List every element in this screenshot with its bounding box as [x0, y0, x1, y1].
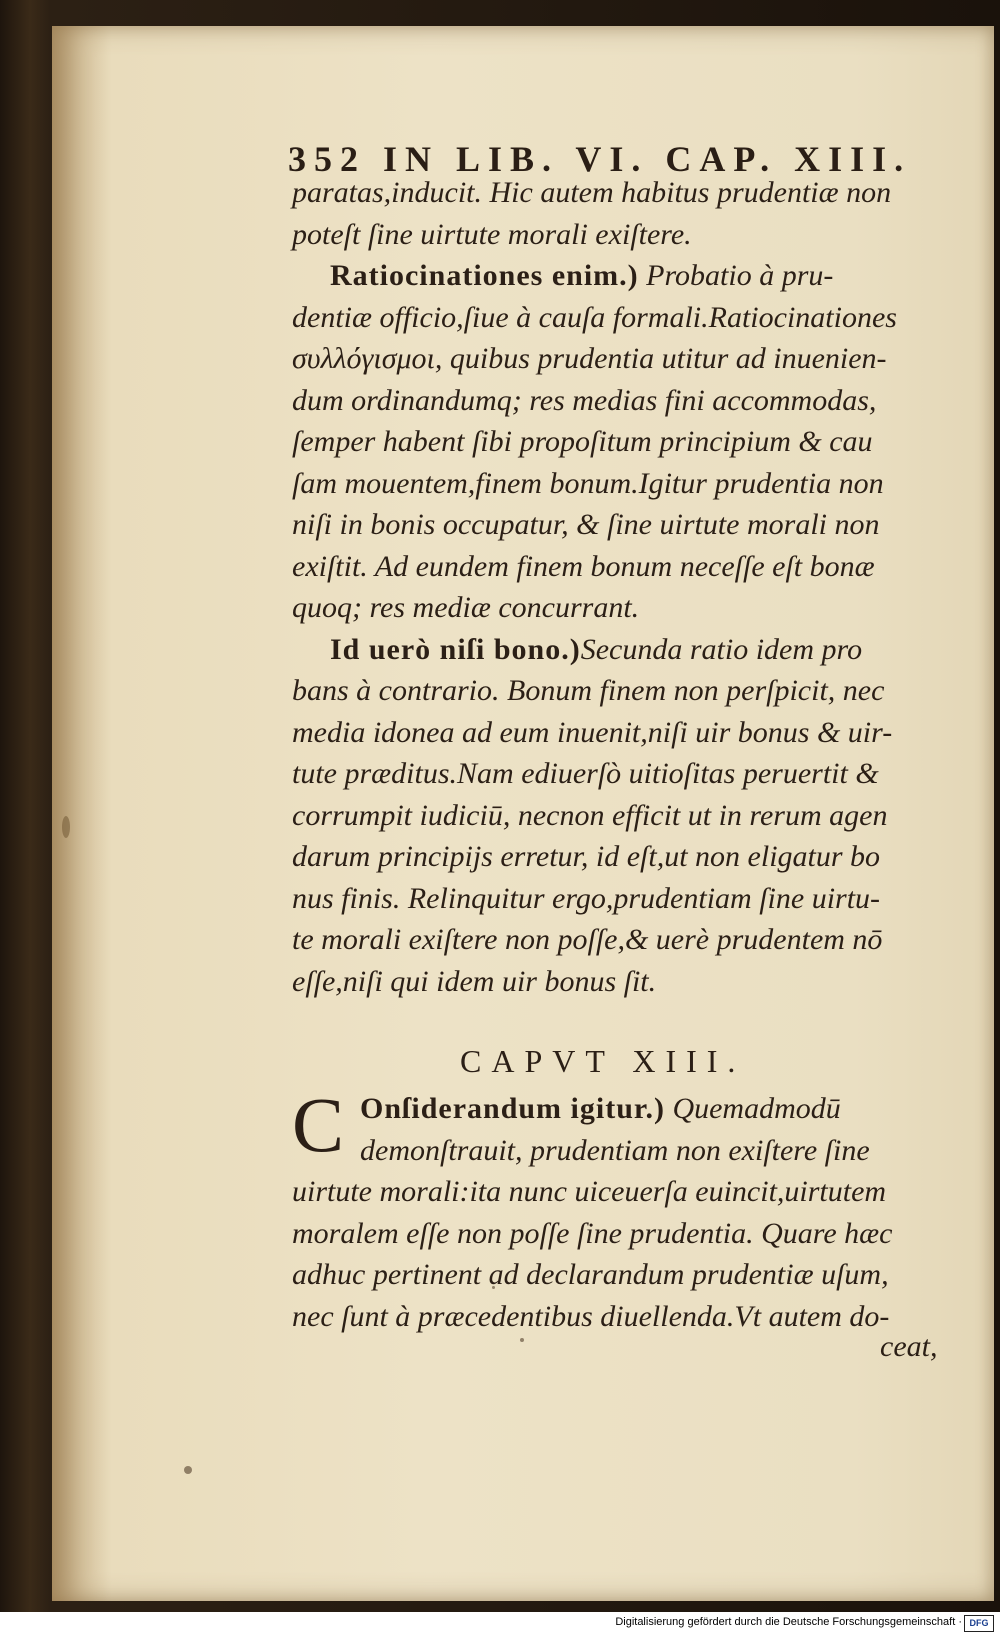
- text-line: [292, 421, 952, 463]
- lemma: Ratiocinationes enim.): [330, 259, 639, 292]
- catchword: ceat,: [880, 1330, 938, 1363]
- line-text: eſſe,niſi qui idem uir bonus ſit.: [292, 964, 657, 998]
- text-line: [292, 338, 952, 380]
- line-text: uirtute morali:ita nunc uiceuerſa euincit,uirtutem: [292, 1175, 887, 1208]
- text-line: [330, 629, 990, 671]
- line-text: Probatio à pru-: [638, 259, 834, 292]
- line-text: dentiæ officio,ſiue à cauſa formali.Ratiocinationes: [292, 300, 897, 334]
- text-line: [292, 172, 952, 214]
- text-line: [292, 836, 952, 878]
- lemma: Onſiderandum igitur.): [360, 1092, 665, 1125]
- line-text: tute præditus.Nam ediuerſò uitioſitas peruertit &: [292, 757, 879, 790]
- line-text: corrumpit iudiciū, necnon efficit ut in rerum agen: [292, 798, 888, 832]
- line-text: adhuc pertinent ad declarandum prudentiæ uſum,: [292, 1258, 889, 1291]
- line-text: niſi in bonis occupatur, & ſine uirtute morali non: [292, 508, 880, 541]
- text-line: [292, 795, 952, 837]
- line-text: darum principijs erretur, id eſt,ut non eligatur bo: [292, 840, 881, 873]
- text-line: [360, 1088, 1000, 1130]
- dfg-logo: DFG: [964, 1615, 994, 1632]
- line-text: exiſtit. Ad eundem finem bonum neceſſe eſt bonæ: [292, 549, 875, 583]
- line-text: quoq; res mediæ concurrant.: [292, 591, 640, 624]
- footer-credit: Digitalisierung gefördert durch die Deutsche Forschungsgemeinschaft ·: [615, 1616, 962, 1628]
- line-text: bans à contrario. Bonum finem non perſpicit, nec: [292, 674, 885, 707]
- line-text: poteſt ſine uirtute morali exiſtere.: [292, 217, 692, 251]
- line-text: paratas,inducit. Hic autem habitus prudentiæ non: [292, 176, 892, 209]
- text-line: [292, 587, 952, 629]
- line-text: media idonea ad eum inuenit,niſi uir bonus & uir-: [292, 715, 893, 749]
- text-line: [292, 380, 952, 422]
- text-line: [292, 504, 952, 546]
- line-text: nec ſunt à præcedentibus diuellenda.Vt autem do-: [292, 1299, 890, 1333]
- text-line: [292, 214, 952, 256]
- text-line: [292, 919, 952, 961]
- text-line: [330, 255, 990, 297]
- line-text: συλλόγισμοι, quibus prudentia utitur ad inuenien-: [292, 342, 887, 375]
- text-line: [292, 297, 952, 339]
- running-header: 352 IN LIB. VI. CAP. XIII.: [288, 139, 912, 179]
- text-line: [292, 463, 952, 505]
- line-text: moralem eſſe non poſſe ſine prudentia. Quare hæc: [292, 1216, 893, 1250]
- text-line: [292, 961, 952, 1003]
- line-text: ſam mouentem,finem bonum.Igitur prudentia non: [292, 466, 884, 500]
- line-text: Secunda ratio idem pro: [580, 632, 863, 666]
- text-line: [292, 1254, 952, 1296]
- line-text: te morali exiſtere non poſſe,& uerè prudentem nō: [292, 923, 883, 956]
- line-text: ſemper habent ſibi propoſitum principium & cau: [292, 425, 873, 458]
- line-text: Quemadmodū: [664, 1092, 841, 1125]
- text-line: [292, 670, 952, 712]
- text-line: [292, 1296, 952, 1338]
- text-line: [360, 1130, 1000, 1172]
- line-text: demonſtrauit, prudentiam non exiſtere ſine: [360, 1133, 870, 1167]
- line-text: nus finis. Relinquitur ergo,prudentiam ſine uirtu-: [292, 881, 881, 915]
- chapter-heading: CAPVT XIII.: [460, 1043, 746, 1079]
- lemma: Id uerò niſi bono.): [330, 632, 581, 666]
- text-line: [292, 1213, 952, 1255]
- text-line: [292, 1171, 952, 1213]
- drop-capital: C: [292, 1081, 345, 1168]
- line-text: dum ordinandumq; res medias fini accommodas,: [292, 383, 877, 417]
- text-line: [292, 878, 952, 920]
- text-line: [292, 753, 952, 795]
- text-line: [292, 712, 952, 754]
- text-line: [292, 546, 952, 588]
- digitization-footer: [0, 1612, 1000, 1635]
